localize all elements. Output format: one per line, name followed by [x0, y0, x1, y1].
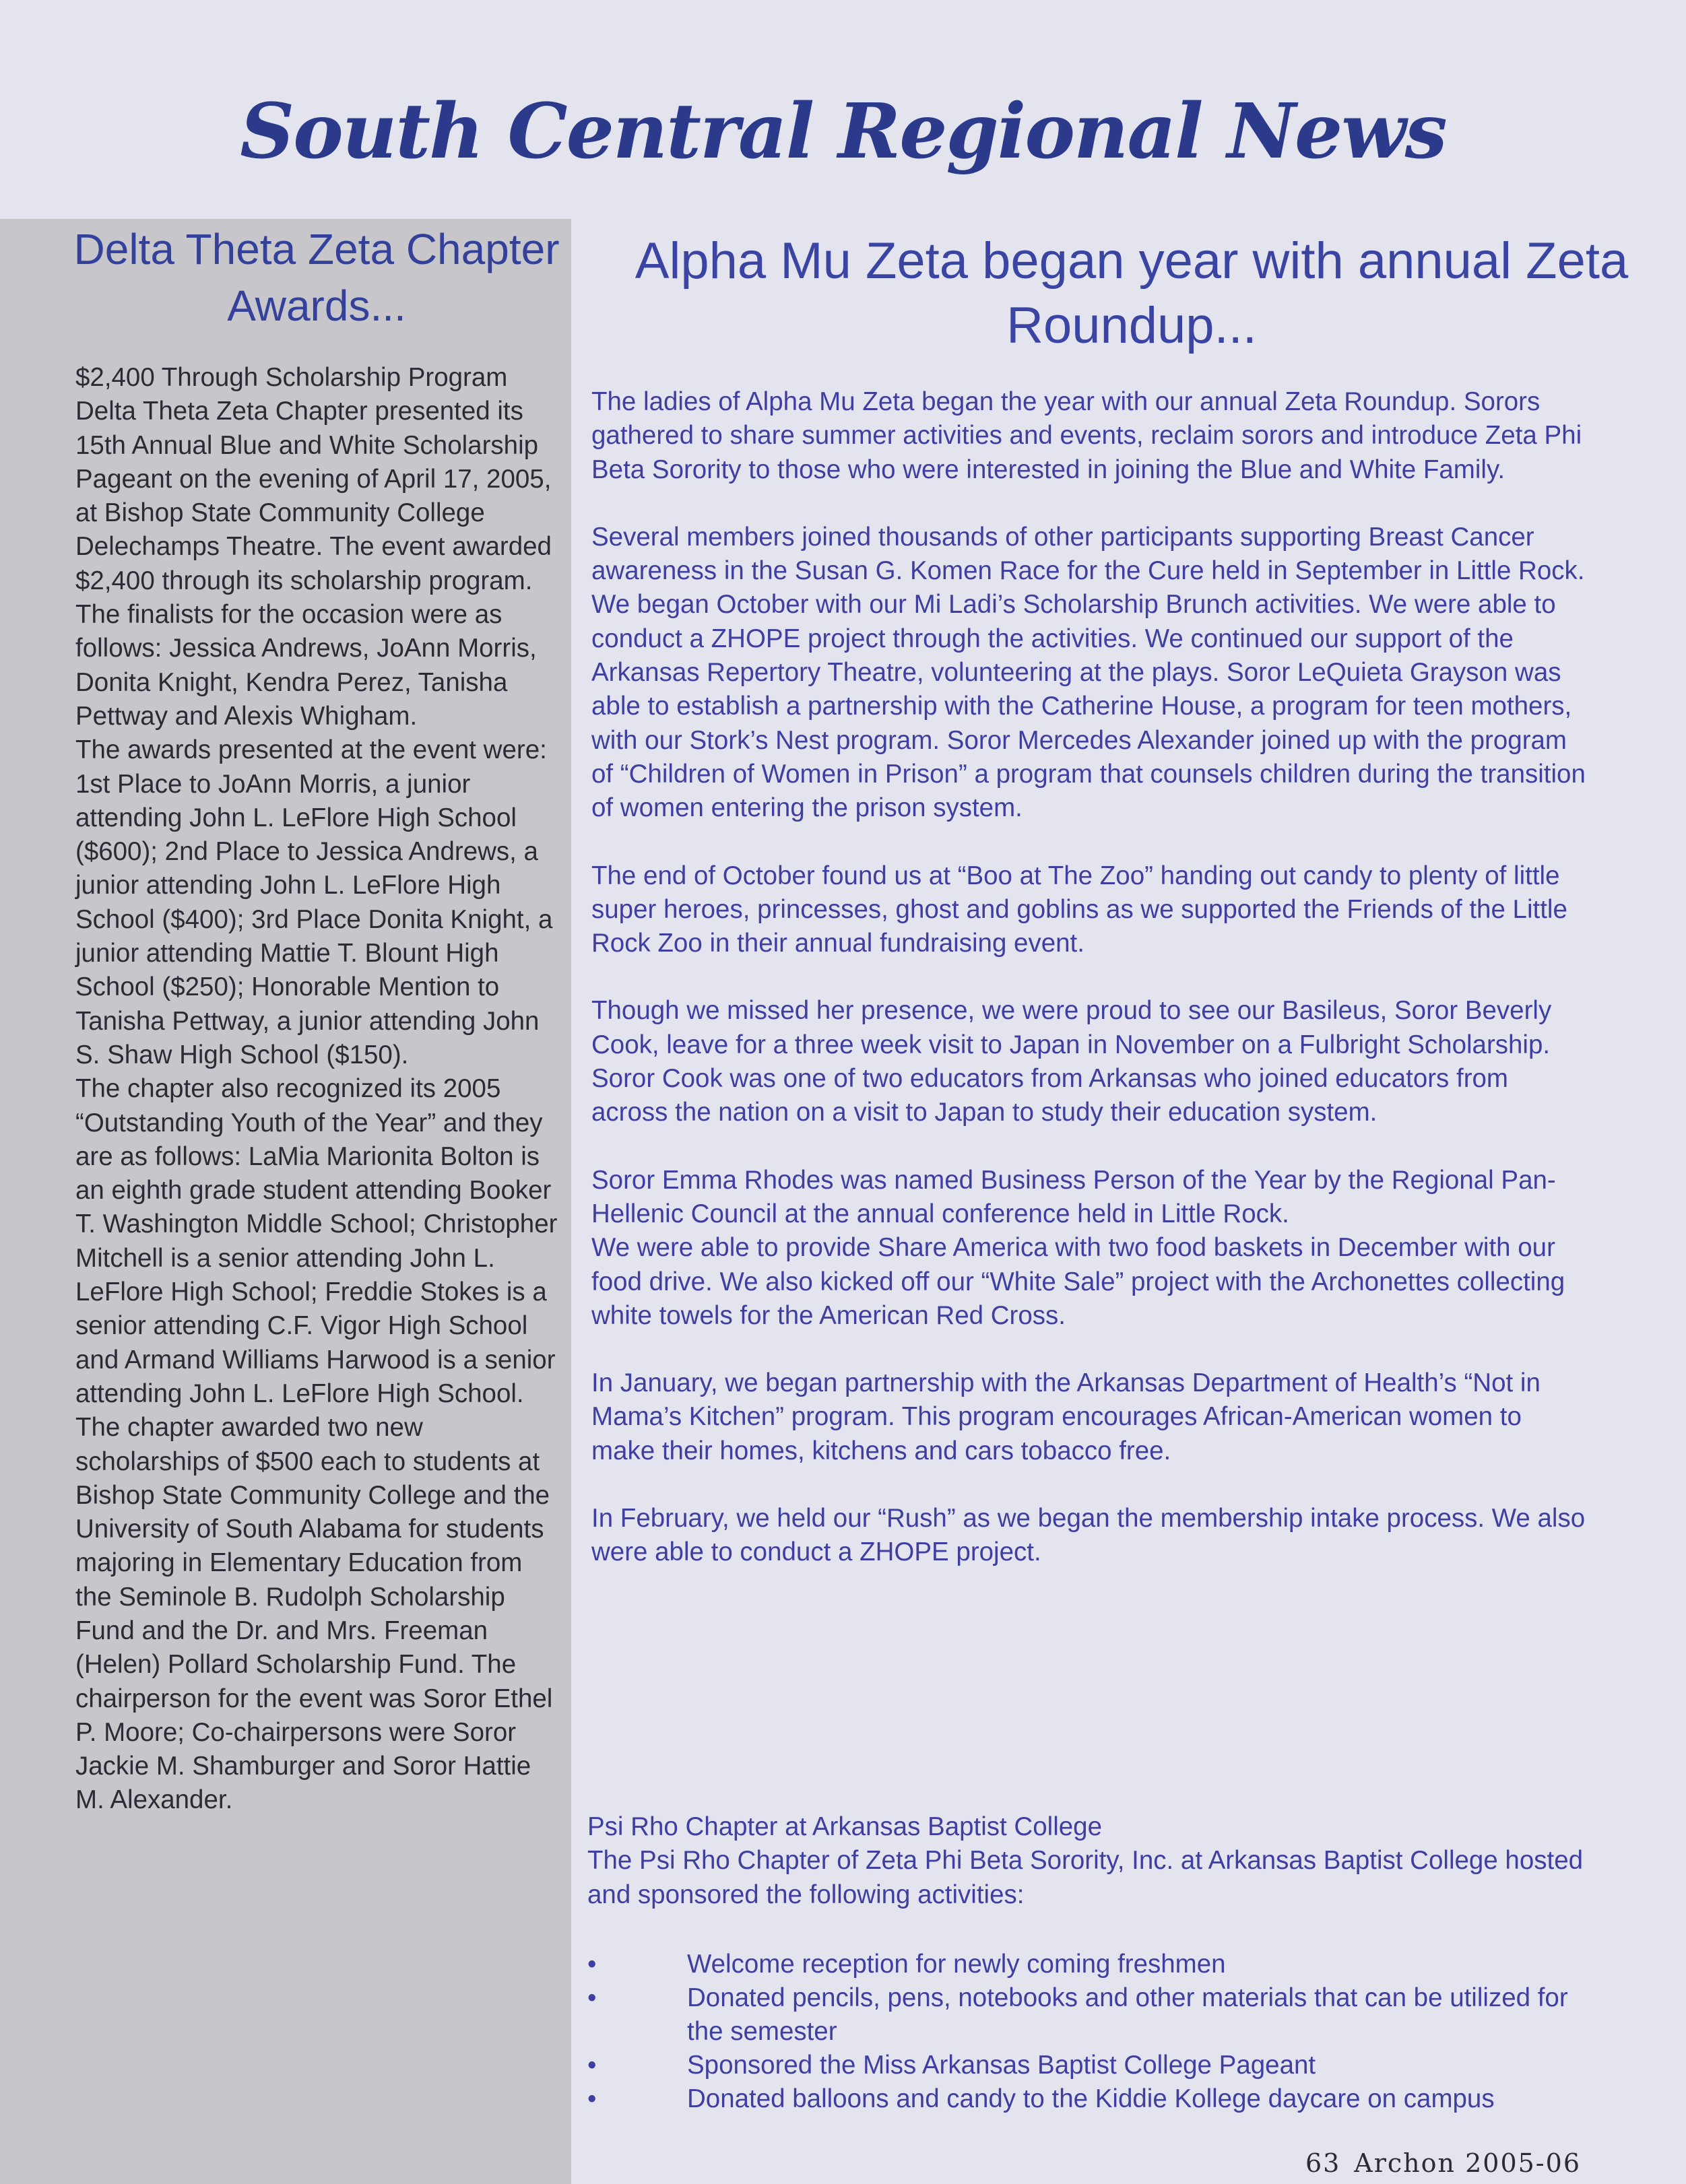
sidebar-paragraph: $2,400 Through Scholarship Program Delta Theta Zeta Chapter presented its 15th Annual Blue and White Scholarship Pageant on the evening of April 17, 2005, at Bishop State Community College Delechamps Theatre. The event awarded $2,400 through its scholarship program. The finalists for the occasion were as follows: Jessica Andrews, JoAnn Morris, Donita Knight, Kendra Perez, Tanisha Pettway and Alexis Whigham.: [75, 363, 552, 731]
page-number: 63: [1305, 2148, 1341, 2178]
main-paragraph: The end of October found us at “Boo at The Zoo” handing out candy to plenty of little super heroes, princesses, ghost and goblins as we supported the Friends of the Little Rock Zoo in their annual fundraising event.: [591, 861, 1567, 958]
sidebar-article: [75, 361, 560, 1818]
list-item: [587, 2049, 1584, 2082]
sidebar-paragraph: The chapter also recognized its 2005 “Outstanding Youth of the Year” and they are as follows: LaMia Marionita Bolton is an eighth grade student attending Booker T. Washington Middle School; Christopher Mitchell is a senior attending John L. LeFlore High School; Freddie Stokes is a senior attending C.F. Vigor High School and Armand Williams Harwood is a senior attending John L. LeFlore High School.: [75, 1074, 558, 1408]
main-paragraph: In January, we began partnership with the Arkansas Department of Health’s “Not in Mama’s Kitchen” program. This program encourages African-American women to make their homes, kitchens and cars tobacco free.: [591, 1368, 1541, 1465]
main-paragraph: We began October with our Mi Ladi’s Scholarship Brunch activities. We were able to conduct a ZHOPE project through the activities. We continued our support of the Arkansas Repertory Theatre, volunteering at the plays. Soror LeQuieta Grayson was able to establish a partnership with the Catherine House, a program for teen mothers, with our Stork’s Nest program. Soror Mercedes Alexander joined up with the program of “Children of Women in Prison” a program that counsels children during the transition of women entering the prison system.: [591, 590, 1586, 823]
list-item-text: Sponsored the Miss Arkansas Baptist College Pageant: [687, 2051, 1316, 2080]
bullet-icon: •: [587, 1950, 597, 1979]
bullet-icon: •: [587, 1983, 597, 2012]
psi-rho-title: Psi Rho Chapter at Arkansas Baptist College: [587, 1812, 1102, 1841]
main-paragraph: We were able to provide Share America with two food baskets in December with our food drive. We also kicked off our “White Sale” project with the Archonettes collecting white towels for the American Red Cross.: [591, 1233, 1565, 1330]
psi-rho-intro: The Psi Rho Chapter of Zeta Phi Beta Sorority, Inc. at Arkansas Baptist College hosted and sponsored the following activities:: [587, 1846, 1584, 1909]
masthead-title: South Central Regional News: [240, 88, 1446, 176]
publication-name: Archon 2005-06: [1354, 2148, 1581, 2178]
main-article: [591, 385, 1588, 1603]
sidebar-paragraph: The chapter awarded two new scholarships of $500 each to students at Bishop State Community College and the University of South Alabama for students majoring in Elementary Education from the Seminole B. Rudolph Scholarship Fund and the Dr. and Mrs. Freeman (Helen) Pollard Scholarship Fund. The chairperson for the event was Soror Ethel P. Moore; Co-chairpersons were Soror Jackie M. Shamburger and Soror Hattie M. Alexander.: [75, 1413, 553, 1815]
bullet-icon: •: [587, 2051, 597, 2080]
activity-list: [587, 1948, 1584, 2116]
main-paragraph: The ladies of Alpha Mu Zeta began the year with our annual Zeta Roundup. Sorors gathered to share summer activities and events, reclaim sorors and introduce Zeta Phi Beta Sorority to those who were interested in joining the Blue and White Family.: [591, 387, 1582, 484]
bullet-icon: •: [587, 2084, 597, 2113]
sidebar-heading: Delta Theta Zeta Chapter Awards...: [73, 225, 560, 330]
main-paragraph: In February, we held our “Rush” as we began the membership intake process. We also were able to conduct a ZHOPE project.: [591, 1504, 1586, 1567]
list-item: [587, 2082, 1584, 2116]
sidebar-paragraph: The awards presented at the event were: 1st Place to JoAnn Morris, a junior attending John L. LeFlore High School ($600); 2nd Place to Jessica Andrews, a junior attending John L. LeFlore High School ($400); 3rd Place Donita Knight, a junior attending Mattie T. Blount High School ($250); Honorable Mention to Tanisha Pettway, a junior attending John S. Shaw High School ($150).: [75, 735, 553, 1069]
main-paragraph: Soror Emma Rhodes was named Business Person of the Year by the Regional Pan-Hellenic Council at the annual conference held in Little Rock.: [591, 1165, 1556, 1228]
main-paragraph: Though we missed her presence, we were proud to see our Basileus, Soror Beverly Cook, leave for a three week visit to Japan in November on a Fulbright Scholarship. Soror Cook was one of two educators from Arkansas who joined educators from across the nation on a visit to Japan to study their education system.: [591, 996, 1552, 1127]
psi-rho-section: [587, 1810, 1591, 1912]
list-item: [587, 1981, 1584, 2049]
page-footer: [1292, 2148, 1581, 2178]
list-item: [587, 1948, 1584, 1981]
list-item-text: Welcome reception for newly coming freshmen: [687, 1950, 1226, 1979]
main-paragraph: Several members joined thousands of other participants supporting Breast Cancer awareness in the Susan G. Komen Race for the Cure held in September in Little Rock.: [591, 522, 1585, 586]
list-item-text: Donated balloons and candy to the Kiddie Kollege daycare on campus: [687, 2084, 1495, 2113]
list-item-text: Donated pencils, pens, notebooks and other materials that can be utilized for the semester: [687, 1983, 1568, 2046]
main-article-heading: Alpha Mu Zeta began year with annual Zeta Roundup...: [635, 232, 1629, 354]
